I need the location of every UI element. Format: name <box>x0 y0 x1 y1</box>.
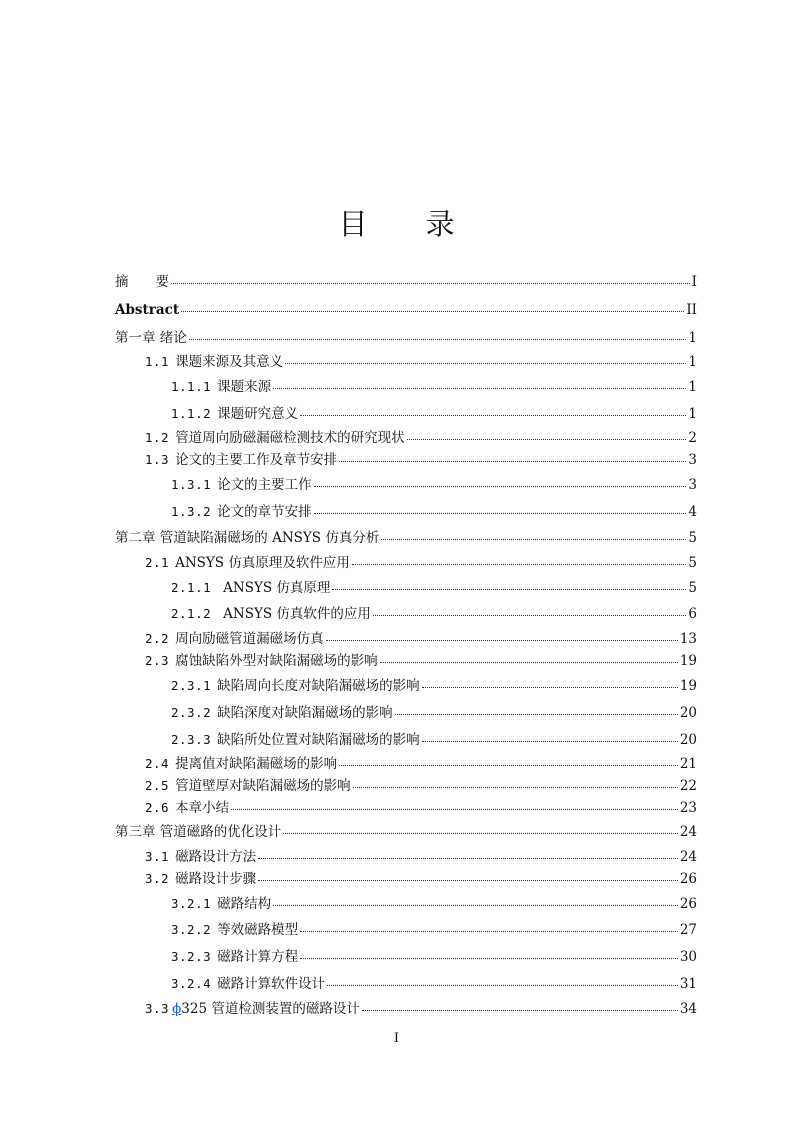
toc-entry-text: ANSYS 仿真软件的应用 <box>223 606 371 622</box>
toc-entry-number: 3.2 <box>145 871 170 886</box>
toc-entry-page: II <box>686 302 697 318</box>
toc-entry[interactable] <box>115 824 697 840</box>
toc-leader-dots <box>353 778 678 788</box>
toc-entry-page: 6 <box>688 606 697 622</box>
toc-entry-page: 19 <box>679 678 697 694</box>
page-title <box>0 202 793 243</box>
toc-leader-dots <box>422 732 678 742</box>
toc-entry-page: 5 <box>688 555 697 571</box>
toc-entry-page: 20 <box>679 705 697 721</box>
toc-entry-number: 3.2.2 <box>171 922 212 937</box>
page-footer-number: I <box>393 1031 400 1046</box>
toc-leader-dots <box>285 354 686 364</box>
toc-entry-text: 管道周向励磁漏磁检测技术的研究现状 <box>175 430 405 446</box>
toc-entry-number: 2.3.3 <box>171 732 212 747</box>
toc-leader-dots <box>407 430 687 440</box>
toc-entry-number: 1.3 <box>145 452 170 467</box>
toc-leader-dots <box>273 379 686 389</box>
toc-entry-number: 2.5 <box>145 778 170 793</box>
toc-leader-dots <box>352 555 687 565</box>
toc-entry-page: 34 <box>679 1001 697 1017</box>
toc-entry-number: 2.3.2 <box>171 705 212 720</box>
toc-entry[interactable] <box>145 430 697 446</box>
toc-entry-page: 30 <box>679 949 697 965</box>
toc-entry-page: 31 <box>679 976 697 992</box>
toc-entry-text: 腐蚀缺陷外型对缺陷漏磁场的影响 <box>175 653 378 669</box>
toc-entry[interactable] <box>145 555 697 571</box>
toc-entry-number: 2.1.2 <box>171 606 212 621</box>
toc-leader-dots <box>327 976 678 986</box>
title-char-1: 目 <box>338 207 368 241</box>
toc-entry-text: 论文的章节安排 <box>217 504 312 520</box>
toc-leader-dots <box>283 824 678 834</box>
toc-leader-dots <box>300 922 678 932</box>
toc-leader-dots <box>171 274 690 284</box>
toc-leader-dots <box>314 504 687 514</box>
toc-entry[interactable] <box>171 406 697 422</box>
toc-entry-number: 2.6 <box>145 800 170 815</box>
toc-entry-number: 1.1.2 <box>171 406 212 421</box>
toc-entry-number: 3.2.4 <box>171 976 212 991</box>
toc-entry-number: 2.2 <box>145 631 170 646</box>
toc-entry-text: Abstract <box>115 302 180 318</box>
toc-entry-text: 提离值对缺陷漏磁场的影响 <box>175 756 338 772</box>
toc-entry[interactable] <box>145 756 697 772</box>
toc-entry[interactable] <box>171 606 697 622</box>
toc-entry-number: 1.3.1 <box>171 477 212 492</box>
toc-entry-text: 缺陷深度对缺陷漏磁场的影响 <box>217 705 393 721</box>
toc-entry-number: 2.1.1 <box>171 580 212 595</box>
toc-leader-dots <box>273 896 678 906</box>
toc-leader-dots <box>332 580 686 590</box>
toc-entry-text: 磁路计算方程 <box>217 949 299 965</box>
toc-entry-text: 论文的主要工作 <box>217 477 312 493</box>
toc-entry[interactable] <box>171 896 697 912</box>
toc-leader-dots <box>258 849 678 859</box>
toc-leader-dots <box>381 530 686 540</box>
toc-entry-text: 摘 要 <box>115 274 169 290</box>
toc-entry-text: 周向励磁管道漏磁场仿真 <box>175 631 324 647</box>
toc-entry-number: 3.2.3 <box>171 949 212 964</box>
toc-entry-text: 缺陷所处位置对缺陷漏磁场的影响 <box>217 732 420 748</box>
toc-entry-number: 2.1 <box>145 555 170 570</box>
toc-entry-number: 2.3.1 <box>171 678 212 693</box>
toc-entry-number: 1.3.2 <box>171 504 212 519</box>
toc-leader-dots <box>380 653 678 663</box>
toc-entry-page: 20 <box>679 732 697 748</box>
toc-entry[interactable] <box>171 705 697 721</box>
toc-entry-number: 2.3 <box>145 653 170 668</box>
toc-entry-page: 2 <box>688 430 697 446</box>
toc-leader-dots <box>181 302 684 312</box>
toc-entry-page: 21 <box>679 756 697 772</box>
toc-entry-number: 1.2 <box>145 430 170 445</box>
toc-entry-page: I <box>691 274 697 290</box>
toc-entry-page: 3 <box>688 477 697 493</box>
toc-entry-page: 4 <box>688 504 697 520</box>
toc-entry-page: 19 <box>679 653 697 669</box>
toc-entry-number: 3.3 <box>145 1001 170 1016</box>
toc-entry-text: 磁路设计方法 <box>175 849 257 865</box>
toc-entry-page: 1 <box>688 406 697 422</box>
toc-entry-page: 26 <box>679 896 697 912</box>
toc-entry[interactable] <box>171 976 697 992</box>
toc-entry-number: 3.1 <box>145 849 170 864</box>
toc-entry-text: 本章小结 <box>175 800 230 816</box>
toc-leader-dots <box>314 477 687 487</box>
toc-entry-text: 第二章 管道缺陷漏磁场的 ANSYS 仿真分析 <box>115 530 380 546</box>
toc-entry[interactable] <box>145 849 697 865</box>
toc-leader-dots <box>231 800 678 810</box>
toc-entry-number: 1.1 <box>145 354 170 369</box>
toc-entry-page: 26 <box>679 871 697 887</box>
toc-leader-dots <box>422 678 678 688</box>
toc-entry[interactable] <box>171 379 697 395</box>
toc-entry-page: 24 <box>679 849 697 865</box>
toc-entry[interactable] <box>145 631 697 647</box>
toc-entry-text: 磁路结构 <box>217 896 272 912</box>
toc-entry-text: 缺陷周向长度对缺陷漏磁场的影响 <box>217 678 420 694</box>
toc-entry-page: 5 <box>688 530 697 546</box>
toc-entry[interactable] <box>145 354 697 370</box>
toc-entry-page: 23 <box>679 800 697 816</box>
toc-leader-dots <box>339 452 686 462</box>
toc-entry[interactable] <box>145 1001 697 1017</box>
toc-leader-dots <box>373 606 687 616</box>
toc-entry-number: 1.1.1 <box>171 379 212 394</box>
toc-entry[interactable] <box>115 302 697 318</box>
toc-entry[interactable] <box>171 477 697 493</box>
toc-entry[interactable] <box>145 800 697 816</box>
toc-leader-dots <box>189 330 687 340</box>
toc-entry[interactable] <box>145 778 697 794</box>
toc-leader-dots <box>258 871 678 881</box>
toc-entry-page: 1 <box>688 330 697 346</box>
toc-entry-number: 3.2.1 <box>171 896 212 911</box>
toc-entry-text: 325 管道检测装置的磁路设计 <box>181 1001 360 1017</box>
toc-entry-text: 磁路设计步骤 <box>175 871 257 887</box>
title-char-2: 录 <box>425 207 455 241</box>
toc-entry-page: 22 <box>679 778 697 794</box>
toc-entry-text: 等效磁路模型 <box>217 922 299 938</box>
toc-entry-page: 24 <box>679 824 697 840</box>
toc-entry[interactable] <box>171 922 697 938</box>
toc-entry-text: 论文的主要工作及章节安排 <box>175 452 338 468</box>
toc-entry[interactable] <box>171 949 697 965</box>
toc-entry[interactable] <box>145 452 697 468</box>
toc-entry-page: 1 <box>688 379 697 395</box>
toc-leader-dots <box>339 756 678 766</box>
toc-entry-text: 第三章 管道磁路的优化设计 <box>115 824 282 840</box>
toc-entry[interactable] <box>115 530 697 546</box>
toc-entry-text: 第一章 绪论 <box>115 330 187 346</box>
toc-entry-text: ANSYS 仿真原理 <box>223 580 331 596</box>
toc-entry-page: 3 <box>688 452 697 468</box>
toc-entry[interactable] <box>171 678 697 694</box>
toc-entry-page: 13 <box>679 631 697 647</box>
toc-entry[interactable] <box>115 274 697 290</box>
toc-entry[interactable] <box>145 653 697 669</box>
toc-leader-dots <box>362 1001 678 1011</box>
toc-entry-text: 磁路计算软件设计 <box>217 976 326 992</box>
toc-entry-page: 1 <box>688 354 697 370</box>
toc-leader-dots <box>300 406 686 416</box>
toc-entry[interactable] <box>171 580 697 596</box>
toc-entry[interactable] <box>171 732 697 748</box>
toc-entry-text: ANSYS 仿真原理及软件应用 <box>175 555 350 571</box>
toc-entry-text: 课题来源 <box>217 379 272 395</box>
toc-entry-text: 课题研究意义 <box>217 406 299 422</box>
toc-leader-dots <box>326 631 678 641</box>
toc-entry[interactable] <box>115 330 697 346</box>
toc-entry-text: 管道壁厚对缺陷漏磁场的影响 <box>175 778 351 794</box>
toc-leader-dots <box>395 705 678 715</box>
toc-entry[interactable] <box>145 871 697 887</box>
phi-symbol[interactable]: ϕ <box>172 1001 182 1017</box>
toc-entry-page: 27 <box>679 922 697 938</box>
toc-entry-number: 2.4 <box>145 756 170 771</box>
toc-entry[interactable] <box>171 504 697 520</box>
toc-entry-text: 课题来源及其意义 <box>175 354 284 370</box>
toc-entry-page: 5 <box>688 580 697 596</box>
toc-leader-dots <box>300 949 678 959</box>
